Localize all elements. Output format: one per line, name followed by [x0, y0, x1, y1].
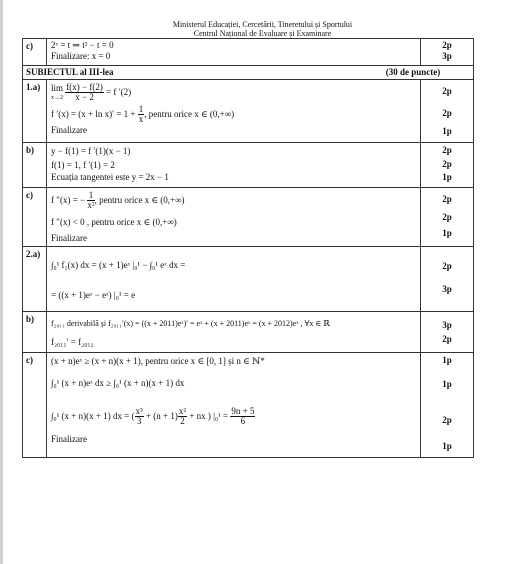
fraction	[135, 407, 144, 426]
solution-line: y − f(1) = f ′(1)(x − 1)	[51, 146, 131, 156]
points-value: 3p	[442, 284, 452, 294]
points-cell	[421, 39, 473, 65]
points-value: 2p	[442, 145, 452, 155]
table-row-1c	[22, 188, 474, 247]
left-edge-bar	[0, 0, 3, 564]
solution-line	[51, 103, 416, 125]
fraction	[230, 407, 255, 426]
points-value: 2p	[442, 334, 452, 344]
points-value: 2p	[442, 415, 452, 425]
row-content	[47, 353, 421, 457]
points-cell	[421, 143, 473, 187]
row-label: c)	[23, 353, 47, 457]
solution-line: ∫₀¹ f₁(x) dx = (x + 1)eˣ |₀¹ − ∫₀¹ eˣ dx =	[51, 260, 186, 270]
fraction	[65, 83, 104, 102]
points-value: 1p	[442, 172, 452, 182]
solution-line: Finalizare	[51, 233, 87, 243]
table-row-1b	[22, 143, 474, 188]
limit-symbol: lim	[51, 82, 64, 93]
row-content	[47, 188, 421, 246]
solution-line: = ((x + 1)eˣ − eˣ) |₀¹ = e	[51, 290, 136, 300]
points-value: 1p	[442, 228, 452, 238]
document-header	[0, 20, 525, 38]
row-label: b)	[23, 143, 47, 187]
points-value: 2p	[442, 159, 452, 169]
table-row-c-prev	[22, 38, 474, 66]
points-value: 1p	[442, 441, 452, 451]
equation-part: , pentru orice x ∈ (0,+∞)	[94, 195, 185, 205]
equation-part: + (n + 1)	[143, 411, 178, 421]
table-row-2a	[22, 247, 474, 312]
numerator: 1	[138, 104, 144, 115]
row-content	[47, 143, 421, 187]
header-ministry: Ministerul Educației, Cercetării, Tineretului și Sportului	[172, 20, 353, 29]
equation-part: , pentru orice x ∈ (0,+∞)	[144, 109, 235, 119]
points-cell	[421, 247, 473, 311]
subject-header	[22, 66, 474, 80]
denominator: 3	[136, 416, 142, 427]
points-cell	[421, 80, 473, 142]
table-row-2c	[22, 353, 474, 458]
solution-line: Finalizare: x = 0	[51, 51, 111, 61]
points-value: 2p	[442, 108, 452, 118]
table-row-2b	[22, 312, 474, 353]
points-value: 3p	[442, 51, 452, 61]
fraction	[87, 191, 94, 210]
solution-line	[51, 81, 416, 103]
fraction	[178, 407, 187, 426]
solution-line: ∫₀¹ (x + n)eˣ dx ≥ ∫₀¹ (x + n)(x + 1) dx	[51, 378, 185, 388]
points-value: 2p	[442, 212, 452, 222]
solution-line	[51, 189, 416, 211]
solution-line: f(1) = 1, f ′(1) = 2	[51, 160, 115, 170]
denominator: x	[138, 114, 144, 125]
points-value: 3p	[442, 320, 452, 330]
row-label: 1.a)	[23, 80, 47, 142]
points-cell	[421, 312, 473, 352]
denominator: 6	[240, 416, 246, 427]
equation-part: = f ′(2)	[106, 87, 132, 97]
numerator: f(x) − f(2)	[66, 82, 103, 93]
points-value: 2p	[442, 261, 452, 271]
points-value: 2p	[442, 40, 452, 50]
row-content	[47, 39, 421, 65]
grading-table	[22, 38, 474, 458]
header-center: Centrul Național de Evaluare și Examinare	[193, 29, 332, 38]
equation-part: f ″(x) = −	[51, 195, 88, 205]
limit-subscript: x→2	[51, 94, 63, 101]
solution-line: f₂₀₁₁′ = f₂₀₁₂	[51, 337, 94, 347]
solution-line: Finalizare	[51, 125, 87, 135]
numerator: x³	[135, 406, 143, 417]
solution-line: 2ˣ = t ⇒ t² − t = 0	[51, 40, 114, 50]
row-label: c)	[23, 188, 47, 246]
numerator: 9n + 5	[231, 406, 255, 417]
denominator: 2	[180, 416, 185, 427]
numerator: 1	[88, 190, 94, 201]
solution-line: Ecuația tangentei este y = 2x − 1	[51, 172, 169, 182]
solution-line	[51, 398, 416, 434]
points-value: 1p	[442, 379, 452, 389]
denominator: x²	[87, 200, 95, 211]
row-label: b)	[23, 312, 47, 352]
numerator: x²	[178, 406, 187, 417]
denominator: x − 2	[75, 92, 94, 103]
table-row-1a	[22, 80, 474, 143]
row-label: 2.a)	[23, 247, 47, 311]
subject-points: (30 de puncte)	[385, 67, 441, 77]
points-value: 2p	[442, 86, 452, 96]
row-label: c)	[23, 39, 47, 65]
points-value: 1p	[442, 355, 452, 365]
row-content	[47, 80, 421, 142]
solution-line: f₂₀₁₁ derivabilă și f₂₀₁₁′(x) = ((x + 2011)eˣ)′ = eˣ + (x + 2011)eˣ = (x + 2012)eˣ , ∀x ∈ ℝ	[51, 319, 330, 328]
points-cell	[421, 353, 473, 457]
row-content	[47, 247, 421, 311]
solution-line: Finalizare	[51, 434, 87, 444]
solution-line: (x + n)eˣ ≥ (x + n)(x + 1), pentru orice x ∈ [0, 1] și n ∈ ℕ*	[51, 356, 265, 366]
subject-title: SUBIECTUL al III-lea	[26, 67, 114, 77]
equation-part: f ′(x) = (x + ln x)′ = 1 +	[51, 109, 138, 119]
points-value: 1p	[442, 126, 452, 136]
row-content	[47, 312, 421, 352]
solution-line: f ″(x) < 0 , pentru orice x ∈ (0,+∞)	[51, 217, 177, 227]
equation-part: + nx ) |₀¹ =	[187, 411, 231, 421]
points-cell	[421, 188, 473, 246]
points-value: 2p	[442, 194, 452, 204]
equation-part: ∫₀¹ (x + n)(x + 1) dx = (	[51, 411, 135, 421]
